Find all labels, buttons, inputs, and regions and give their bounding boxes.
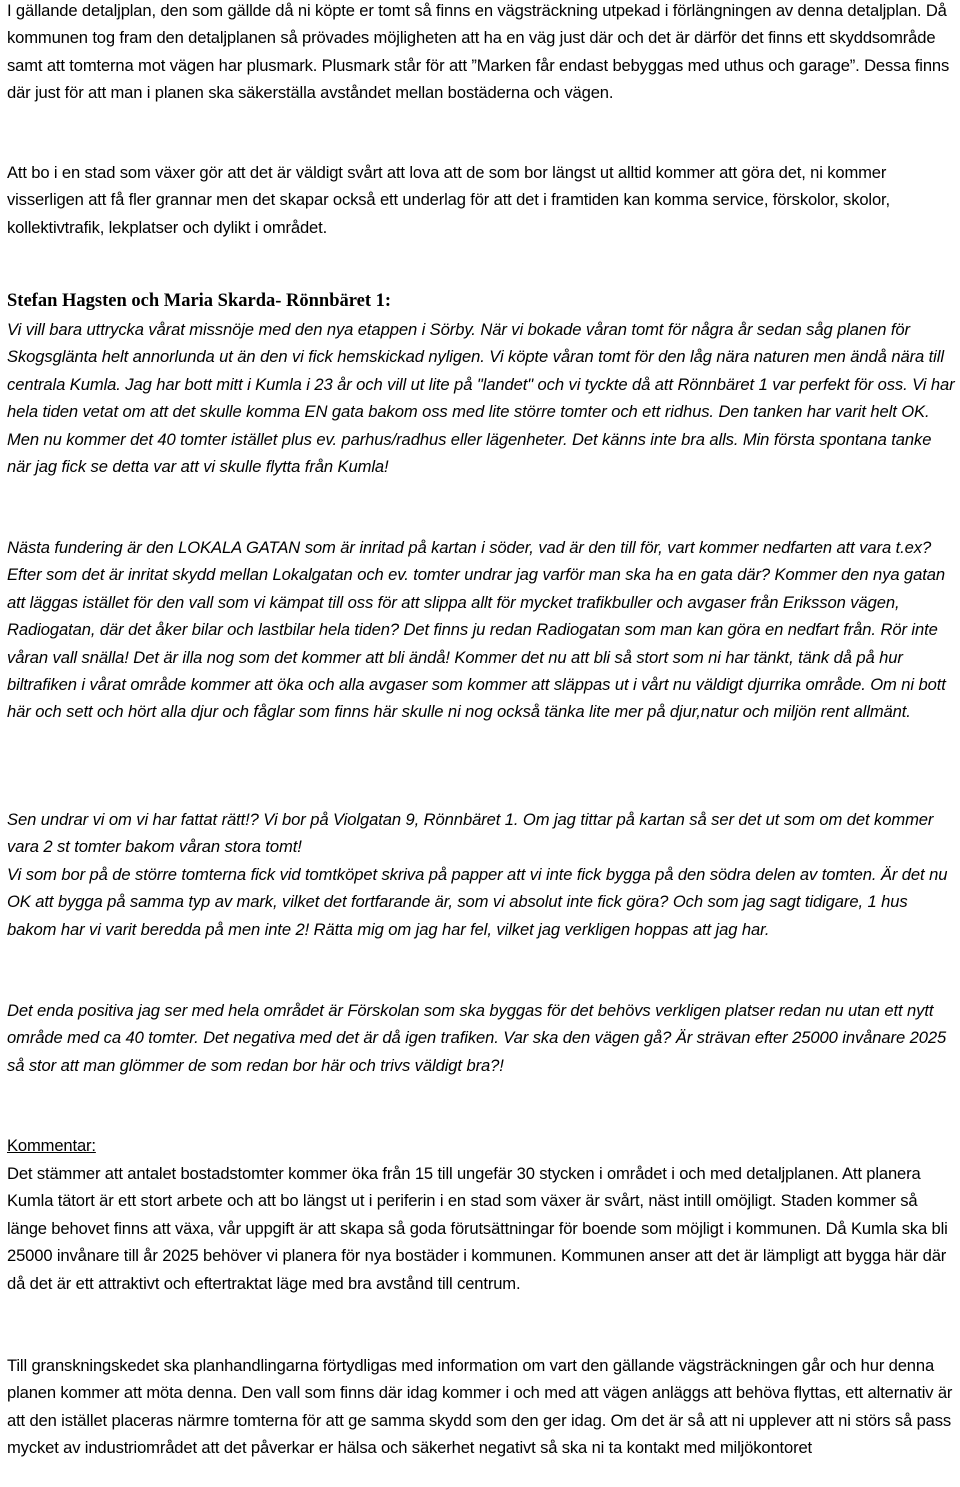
- submission-paragraph-5: Det enda positiva jag ser med hela området är Förskolan som ska byggas för det behövs verkligen platser redan nu utan ett nytt område med ca 40 tomter. Det negativa med det är då igen trafiken. Var ska den vägen gå? Är strävan efter 25000 invånare 2025 så stor att man glömmer de som redan bor här och trivs väldigt bra?!: [7, 1001, 947, 1075]
- submission-paragraph-2: Nästa fundering är den LOKALA GATAN som är inritad på kartan i söder, vad är den till för, vart kommer nedfarten att vara t.ex? Efter som det är inritat skydd mellan Lokalgatan och ev. tomter undrar jag varför man ska ha en gata där? Kommer den nya gatan att läggas istället för den vall som vi kämpat till oss för att slippa allt för mycket trafikbuller och avgaser från Eriksson vägen, Radiogatan, där det åker bilar och lastbilar hela tiden? Det finns ju redan Radiogatan som man kan göra en nedfart från. Rör inte våran vall snälla! Det är illa nog som det kommer att bli ändå! Kommer det nu att bli så stort som ni har tänkt, tänk då på hur biltrafiken i vårat område kommer att öka och alla avgaser som kommer att släppas ut i vårt nu väldigt djurrika område. Om ni bott här och sett och hört alla djur och fåglar som finns här skulle ni nog också tänka lite mer på djur,natur och miljön rent allmänt.: [7, 538, 946, 722]
- intro-paragraph-2: Att bo i en stad som växer gör att det är väldigt svårt att lova att de som bor längst ut alltid kommer att göra det, ni kommer visserligen att få fler grannar men det skapar också ett underlag för att det i framtiden kan komma service, förskolor, skolor, kollektivtrafik, lekplatser och dylikt i området.: [7, 163, 890, 237]
- submission-heading: Stefan Hagsten och Maria Skarda- Rönnbäret 1:: [7, 291, 392, 311]
- submission-paragraph-1: Vi vill bara uttrycka vårat missnöje med den nya etappen i Sörby. När vi bokade våran tomt för några år sedan såg planen för Skogsglänta helt annorlunda ut än den vi fick hemskickad nyligen. Vi köpte våran tomt för den låg nära naturen men ändå nära till centrala Kumla. Jag har bott mitt i Kumla i 23 år och vill ut lite på "landet" och vi tyckte då att Rönnbäret 1 var perfekt för oss. Vi har hela tiden vetat om att det skulle komma EN gata bakom oss med lite större tomter och ett ridhus. Den tanken har varit helt OK. Men nu kommer det 40 tomter istället plus ev. parhus/radhus eller lägenheter. Det känns inte bra alls. Min första spontana tanke när jag fick se detta var att vi skulle flytta från Kumla!: [7, 320, 955, 477]
- comment-label: Kommentar:: [7, 1136, 96, 1155]
- submission-paragraph-3: Sen undrar vi om vi har fattat rätt!? Vi bor på Violgatan 9, Rönnbäret 1. Om jag tittar på kartan så ser det ut som om det kommer vara 2 st tomter bakom våran stora tomt!: [7, 810, 934, 857]
- comment-paragraph-1: Det stämmer att antalet bostadstomter kommer öka från 15 till ungefär 30 stycken i området i och med detaljplanen. Att planera Kumla tätort är ett stort arbete och att bo längst ut i periferin i en stad som växer är svårt, näst intill omöjligt. Staden kommer så länge behovet finns att växa, vår uppgift är att skapa så goda förutsättningar för boende som möjligt i kommunen. Då Kumla ska bli 25000 invånare till år 2025 behöver vi planera för nya bostäder i kommunen. Kommunen anser att det är lämpligt att bygga här där då det är ett attraktivt och eftertraktat läge med bra avstånd till centrum.: [7, 1164, 948, 1293]
- submission-paragraph-4: Vi som bor på de större tomterna fick vid tomtköpet skriva på papper att vi inte fick bygga på den södra delen av tomten. Är det nu OK att bygga på samma typ av mark, vilket det fortfarande är, som vi absolut inte fick göra? Och som jag sagt tidigare, 1 hus bakom har vi varit beredda på men inte 2! Rätta mig om jag har fel, vilket jag verkligen hoppas att jag har.: [7, 865, 948, 939]
- intro-paragraph-1: I gällande detaljplan, den som gällde då ni köpte er tomt så finns en vägsträckning utpekad i förlängningen av denna detaljplan. Då kommunen tog fram den detaljplanen så prövades möjligheten att ha en väg just där och det är därför det finns ett skyddsområde samt att tomterna mot vägen har plusmark. Plusmark står för att ”Marken får endast bebyggas med uthus och garage”. Dessa finns där just för att man i planen ska säkerställa avståndet mellan bostäderna och vägen.: [7, 1, 950, 103]
- comment-paragraph-2: Till granskningskedet ska planhandlingarna förtydligas med information om vart den gällande vägsträckningen går och hur denna planen kommer att möta denna. Den vall som finns där idag kommer i och med att vägen anläggs att behöva flyttas, ett alternativ är att den istället placeras närmre tomterna för att ge samma skydd som den ger idag. Om det är så att ni upplever att ni störs så pass mycket av industriområdet att det påverkar er hälsa och säkerhet negativt så ska ni ta kontakt med miljökontoret: [7, 1356, 953, 1458]
